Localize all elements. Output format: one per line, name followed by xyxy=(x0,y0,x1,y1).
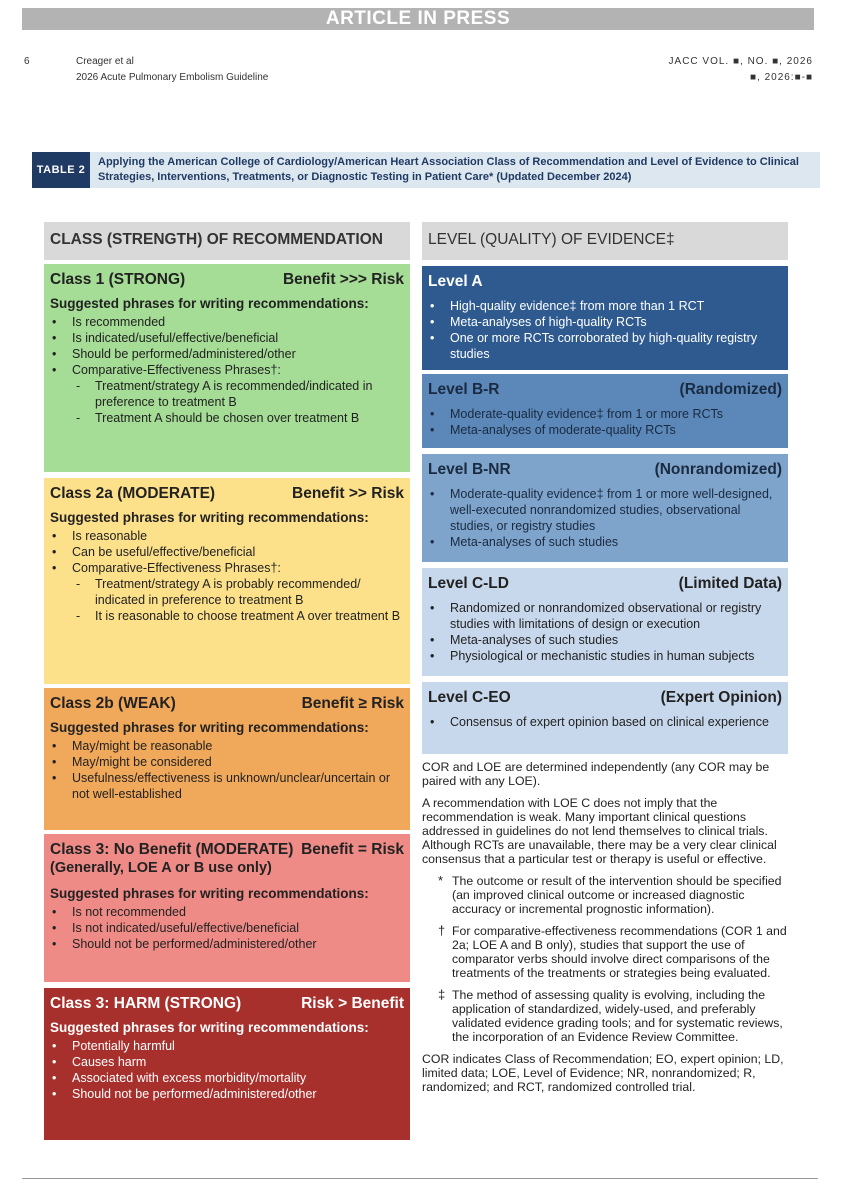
evidence-item: • Randomized or nonrandomized observational or registry studies with limitations of design or execution xyxy=(428,600,782,632)
level-items-list xyxy=(428,298,782,362)
class-2b-box xyxy=(44,688,410,830)
class-3-harm-box xyxy=(44,988,410,1140)
class-suggested-heading: Suggested phrases for writing recommendations: xyxy=(50,886,369,901)
class-suggested-heading: Suggested phrases for writing recommendations: xyxy=(50,510,369,525)
footnote-text: The method of assessing quality is evolving, including the application of standardized, widely-used, and preferably validated evidence grading tools; and for systematic reviews, the incorporation of an Evidence Review Committee. xyxy=(452,988,783,1044)
loe-heading: LEVEL (QUALITY) OF EVIDENCE‡ xyxy=(422,222,788,260)
footer-rule xyxy=(22,1178,818,1179)
phrase-item: • Is not recommended xyxy=(50,904,404,920)
level-tag: (Randomized) xyxy=(679,381,782,398)
phrase-item: • Should not be performed/administered/other xyxy=(50,936,404,952)
phrase-item: • Comparative-Effectiveness Phrases†: xyxy=(50,560,404,576)
phrase-subitem: - Treatment A should be chosen over treatment B xyxy=(50,410,404,426)
evidence-item: • Meta-analyses of such studies xyxy=(428,632,782,648)
evidence-item: • Consensus of expert opinion based on clinical experience xyxy=(428,714,782,730)
evidence-item: • High-quality evidence‡ from more than 1 RCT xyxy=(428,298,782,314)
evidence-item: • Moderate-quality evidence‡ from 1 or more well-designed, well-executed nonrandomized studies, observational studies, or registry studies xyxy=(428,486,782,534)
header-journal: JACC VOL. ■, NO. ■, 2026 xyxy=(668,56,813,67)
class-ratio: Benefit >> Risk xyxy=(292,485,404,502)
class-phrases-list xyxy=(50,1038,404,1102)
level-name: Level C-LD xyxy=(428,575,509,592)
phrase-subitem: - Treatment/strategy A is recommended/indicated in preference to treatment B xyxy=(50,378,404,410)
level-b-nr-box xyxy=(422,454,788,562)
evidence-item: • Meta-analyses of moderate-quality RCTs xyxy=(428,422,782,438)
note-abbreviations: COR indicates Class of Recommendation; EO, expert opinion; LD, limited data; LOE, Level of Evidence; NR, nonrandomized; R, randomized; and RCT, randomized controlled trial. xyxy=(422,1052,784,1094)
footnote-symbol: † xyxy=(438,923,446,938)
class-phrases-list xyxy=(50,314,404,426)
level-name: Level B-NR xyxy=(428,461,511,478)
footnote-double-dagger xyxy=(422,988,788,1044)
phrase-item: • Is recommended xyxy=(50,314,404,330)
class-name: Class 1 (STRONG) xyxy=(50,271,186,288)
class-name: Class 2b (WEAK) xyxy=(50,695,176,712)
level-tag: (Expert Opinion) xyxy=(660,689,782,706)
phrase-item: • Associated with excess morbidity/mortality xyxy=(50,1070,404,1086)
level-b-r-box xyxy=(422,374,788,448)
level-name: Level A xyxy=(428,273,483,290)
class-2a-box xyxy=(44,478,410,684)
class-phrases-list xyxy=(50,738,404,802)
evidence-item: • Moderate-quality evidence‡ from 1 or more RCTs xyxy=(428,406,782,422)
footnote-asterisk xyxy=(422,874,788,916)
footnote-symbol: ‡ xyxy=(438,987,446,1002)
table-tag: TABLE 2 xyxy=(32,152,90,188)
class-suggested-heading: Suggested phrases for writing recommendations: xyxy=(50,296,369,311)
footnote-dagger xyxy=(422,924,788,980)
phrase-item: • May/might be considered xyxy=(50,754,404,770)
footnote-text: The outcome or result of the intervention should be specified (an improved clinical outcome or increased diagnostic accuracy or incremental prognostic information). xyxy=(452,874,782,916)
level-name: Level C-EO xyxy=(428,689,511,706)
level-a-box xyxy=(422,266,788,370)
phrase-item: • Is reasonable xyxy=(50,528,404,544)
header-authors: Creager et al xyxy=(76,56,134,67)
class-name: Class 2a (MODERATE) xyxy=(50,485,216,502)
phrase-subitem: - It is reasonable to choose treatment A over treatment B xyxy=(50,608,404,624)
class-1-box xyxy=(44,264,410,472)
level-items-list xyxy=(428,714,782,730)
header-guideline: 2026 Acute Pulmonary Embolism Guideline xyxy=(76,72,269,83)
class-ratio: Risk > Benefit xyxy=(301,995,404,1012)
phrase-item: • Comparative-Effectiveness Phrases†: xyxy=(50,362,404,378)
evidence-item: • Meta-analyses of such studies xyxy=(428,534,782,550)
class-phrases-list xyxy=(50,528,404,624)
class-name: Class 3: No Benefit (MODERATE) xyxy=(50,841,294,858)
class-suggested-heading: Suggested phrases for writing recommendations: xyxy=(50,1020,369,1035)
phrase-item: • Is not indicated/useful/effective/beneficial xyxy=(50,920,404,936)
phrase-item: • May/might be reasonable xyxy=(50,738,404,754)
evidence-item: • Meta-analyses of high-quality RCTs xyxy=(428,314,782,330)
level-c-eo-box xyxy=(422,682,788,754)
class-ratio: Benefit ≥ Risk xyxy=(301,695,404,712)
phrase-item: • Causes harm xyxy=(50,1054,404,1070)
phrase-item: • Usefulness/effectiveness is unknown/unclear/uncertain or not well-established xyxy=(50,770,404,802)
level-tag: (Limited Data) xyxy=(678,575,782,592)
class-3-no-benefit-box xyxy=(44,834,410,982)
evidence-item: • Physiological or mechanistic studies in human subjects xyxy=(428,648,782,664)
phrase-item: • Can be useful/effective/beneficial xyxy=(50,544,404,560)
level-c-ld-box xyxy=(422,568,788,676)
phrase-item: • Potentially harmful xyxy=(50,1038,404,1054)
level-items-list xyxy=(428,406,782,438)
footnote-symbol: * xyxy=(438,873,444,888)
table-notes xyxy=(422,760,788,1102)
level-tag: (Nonrandomized) xyxy=(654,461,782,478)
phrase-item: • Should not be performed/administered/other xyxy=(50,1086,404,1102)
class-name-note: (Generally, LOE A or B use only) xyxy=(50,860,272,876)
footnote-text: For comparative-effectiveness recommendations (COR 1 and 2a; LOE A and B only), studies that support the use of comparator verbs should involve direct comparisons of the treatments of the treatments or strategies being evaluated. xyxy=(452,924,787,980)
phrase-item: • Should be performed/administered/other xyxy=(50,346,404,362)
level-items-list xyxy=(428,600,782,664)
phrase-item: • Is indicated/useful/effective/beneficial xyxy=(50,330,404,346)
header-date: ■, 2026:■-■ xyxy=(749,72,813,83)
class-suggested-heading: Suggested phrases for writing recommendations: xyxy=(50,720,369,735)
class-ratio: Benefit = Risk xyxy=(301,841,404,858)
phrase-subitem: - Treatment/strategy A is probably recommended/ indicated in preference to treatment B xyxy=(50,576,404,608)
note-independence: COR and LOE are determined independently (any COR may be paired with any LOE). xyxy=(422,760,770,788)
class-name: Class 3: HARM (STRONG) xyxy=(50,995,242,1012)
level-items-list xyxy=(428,486,782,550)
level-name: Level B-R xyxy=(428,381,500,398)
class-phrases-list xyxy=(50,904,404,952)
note-loe-c: A recommendation with LOE C does not imply that the recommendation is weak. Many important clinical questions addressed in guidelines do not lend themselves to clinical trials. Although RCTs are unavailable, there may be a very clear clinical consensus that a particular test or therapy is useful or effective. xyxy=(422,796,777,866)
class-ratio: Benefit >>> Risk xyxy=(282,271,404,288)
evidence-item: • One or more RCTs corroborated by high-quality registry studies xyxy=(428,330,782,362)
article-in-press-banner: ARTICLE IN PRESS xyxy=(22,8,814,30)
cor-heading: CLASS (STRENGTH) OF RECOMMENDATION xyxy=(44,222,410,260)
table-title: Applying the American College of Cardiology/American Heart Association Class of Recommendation and Level of Evidence to Clinical Strategies, Interventions, Treatments, or Diagnostic Testing in Patient Care* (Updated December 2024) xyxy=(98,156,799,183)
table-header xyxy=(32,152,820,188)
page-number: 6 xyxy=(24,56,30,67)
